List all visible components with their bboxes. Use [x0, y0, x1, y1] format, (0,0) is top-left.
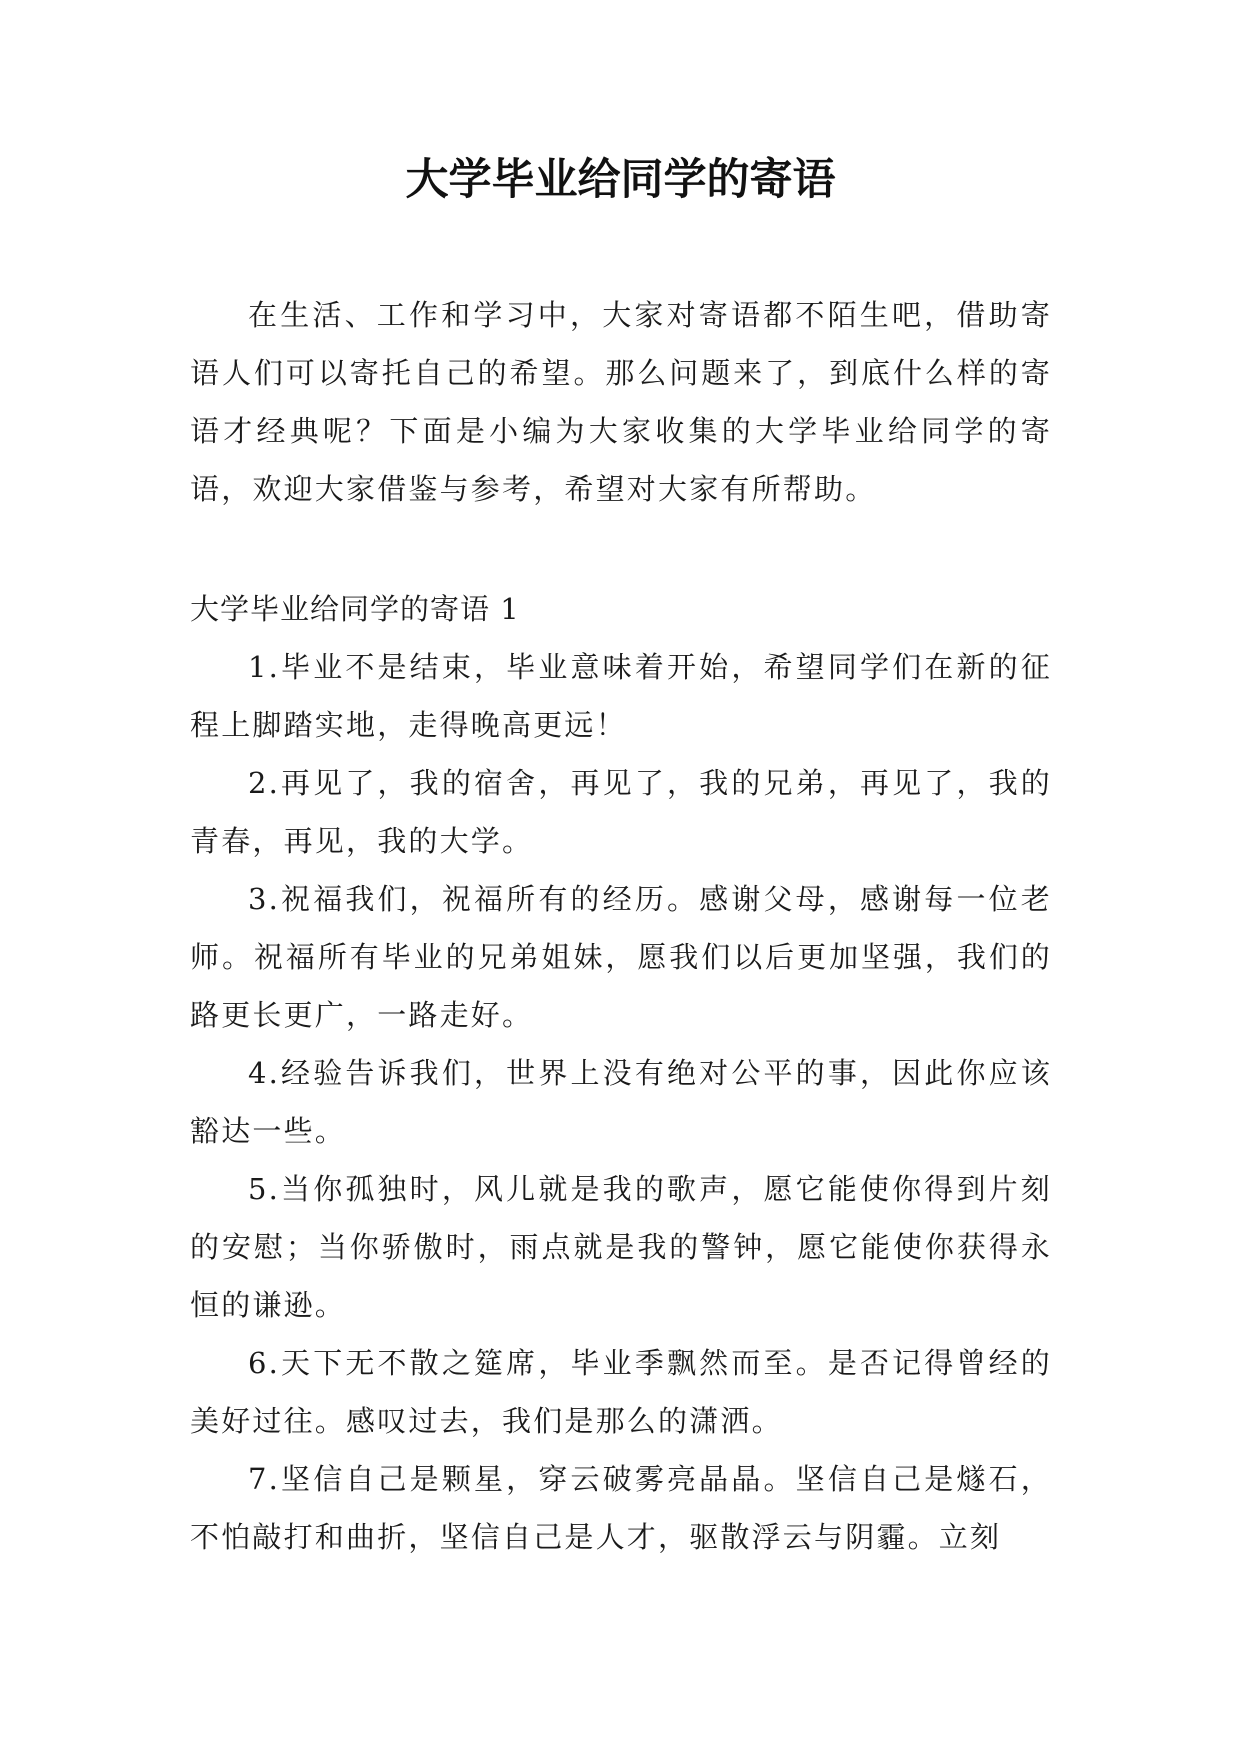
document-title: 大学毕业给同学的寄语: [405, 155, 836, 205]
list-item-5: 5.当你孤独时，风儿就是我的歌声，愿它能使你得到片刻的安慰；当你骄傲时，雨点就是我的警钟，愿它能使你获得永恒的谦逊。: [190, 1172, 1052, 1322]
list-item-7: 7.坚信自己是颗星，穿云破雾亮晶晶。坚信自己是燧石，不怕敲打和曲折，坚信自己是人才，驱散浮云与阴霾。立刻: [190, 1462, 1052, 1554]
section-heading: 大学毕业给同学的寄语 1: [190, 592, 520, 626]
list-item-2: 2.再见了，我的宿舍，再见了，我的兄弟，再见了，我的青春，再见，我的大学。: [190, 766, 1052, 858]
intro-paragraph: 在生活、工作和学习中，大家对寄语都不陌生吧，借助寄语人们可以寄托自己的希望。那么问题来了，到底什么样的寄语才经典呢？下面是小编为大家收集的大学毕业给同学的寄语，欢迎大家借鉴与参考，希望对大家有所帮助。: [190, 298, 1052, 506]
document-body: [190, 286, 1052, 1566]
list-item-1: 1.毕业不是结束，毕业意味着开始，希望同学们在新的征程上脚踏实地，走得晚高更远！: [190, 650, 1052, 742]
list-item-4: 4.经验告诉我们，世界上没有绝对公平的事，因此你应该豁达一些。: [190, 1056, 1052, 1148]
list-item-3: 3.祝福我们，祝福所有的经历。感谢父母，感谢每一位老师。祝福所有毕业的兄弟姐妹，愿我们以后更加坚强，我们的路更长更广，一路走好。: [190, 882, 1052, 1032]
list-item-6: 6.天下无不散之筵席，毕业季飘然而至。是否记得曾经的美好过往。感叹过去，我们是那么的潇洒。: [190, 1346, 1052, 1438]
